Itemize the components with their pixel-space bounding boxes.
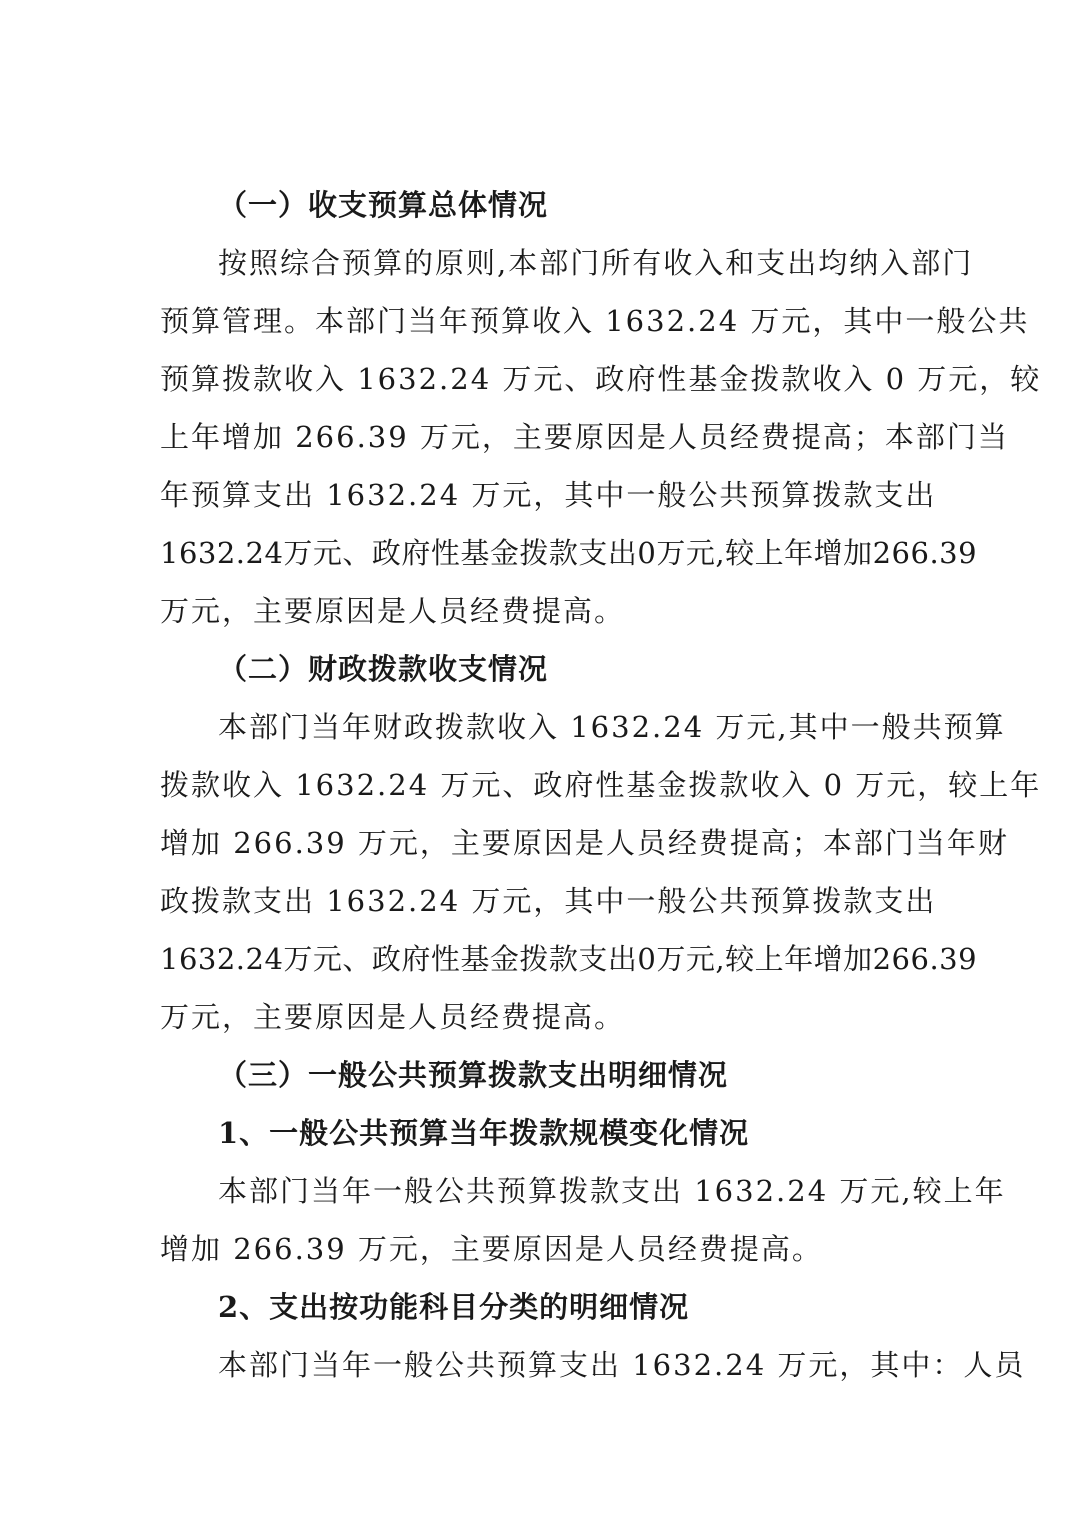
paragraph-line: 上年增加 266.39 万元，主要原因是人员经费提高；本部门当 bbox=[160, 420, 1009, 454]
paragraph-line: 政拨款支出 1632.24 万元，其中一般公共预算拨款支出 bbox=[160, 884, 937, 918]
paragraph-line: 增加 266.39 万元，主要原因是人员经费提高。 bbox=[160, 1232, 823, 1266]
paragraph-line: 本部门当年一般公共预算拨款支出 1632.24 万元,较上年 bbox=[218, 1174, 1006, 1208]
section-heading-3: （三）一般公共预算拨款支出明细情况 bbox=[218, 1058, 729, 1092]
paragraph-line: 拨款收入 1632.24 万元、政府性基金拨款收入 0 万元，较上年 bbox=[160, 768, 1042, 802]
paragraph-line: 本部门当年一般公共预算支出 1632.24 万元，其中：人员 bbox=[218, 1348, 1026, 1382]
paragraph-line: 预算管理。本部门当年预算收入 1632.24 万元，其中一般公共 bbox=[160, 304, 1030, 338]
paragraph-line: 1632.24万元、政府性基金拨款支出0万元,较上年增加266.39 bbox=[160, 942, 978, 976]
sub-paragraph-2 bbox=[160, 1336, 1026, 1394]
paragraph-line: 万元，主要原因是人员经费提高。 bbox=[160, 1000, 626, 1034]
paragraph-line: 万元，主要原因是人员经费提高。 bbox=[160, 594, 626, 628]
section-paragraph-1 bbox=[160, 234, 1042, 640]
document-page bbox=[160, 176, 1042, 1394]
paragraph-line: 增加 266.39 万元，主要原因是人员经费提高；本部门当年财 bbox=[160, 826, 1009, 860]
section-paragraph-2 bbox=[160, 698, 1042, 1046]
paragraph-line: 本部门当年财政拨款收入 1632.24 万元,其中一般共预算 bbox=[218, 710, 1006, 744]
sub-paragraph-1 bbox=[160, 1162, 1006, 1278]
sub-heading-2: 2、支出按功能科目分类的明细情况 bbox=[218, 1290, 690, 1324]
sub-heading-1: 1、一般公共预算当年拨款规模变化情况 bbox=[218, 1116, 750, 1150]
paragraph-line: 年预算支出 1632.24 万元，其中一般公共预算拨款支出 bbox=[160, 478, 937, 512]
paragraph-line: 1632.24万元、政府性基金拨款支出0万元,较上年增加266.39 bbox=[160, 536, 978, 570]
paragraph-line: 预算拨款收入 1632.24 万元、政府性基金拨款收入 0 万元，较 bbox=[160, 362, 1042, 396]
section-heading-2: （二）财政拨款收支情况 bbox=[218, 652, 549, 686]
paragraph-line: 按照综合预算的原则,本部门所有收入和支出均纳入部门 bbox=[218, 246, 974, 280]
section-heading-1: （一）收支预算总体情况 bbox=[218, 188, 549, 222]
